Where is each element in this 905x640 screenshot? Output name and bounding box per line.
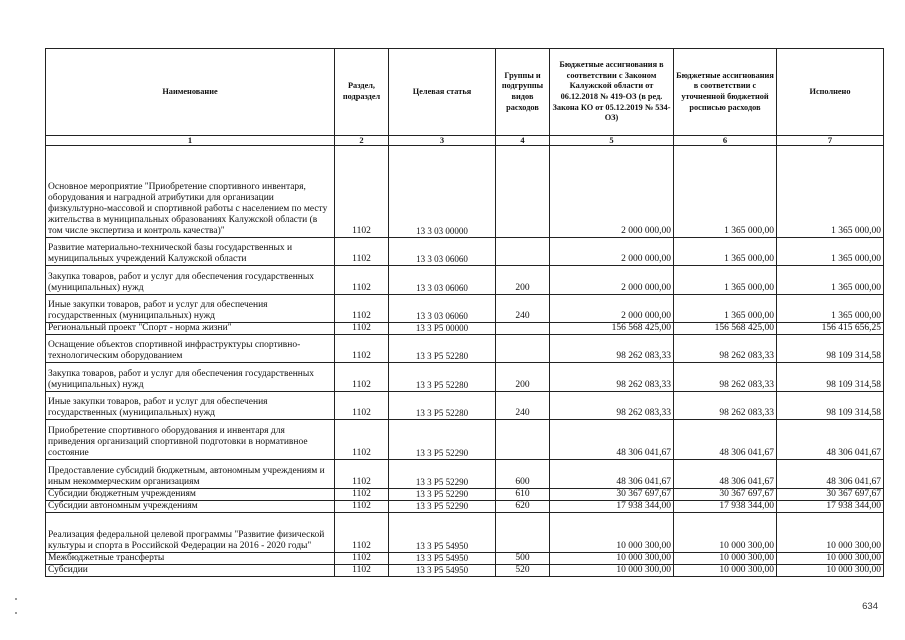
column-number: 1 (46, 136, 335, 146)
row-budget-refined: 10 000 300,00 (674, 565, 777, 577)
table-row (46, 238, 884, 266)
row-budget-refined: 1 365 000,00 (674, 295, 777, 323)
row-name: Приобретение спортивного оборудования и инвентаря для приведения организаций спортивной подготовки в нормативное состояние (46, 420, 335, 460)
row-name: Закупка товаров, работ и услуг для обеспечения государственных (муниципальных) нужд (46, 266, 335, 295)
row-budget-refined: 1 365 000,00 (674, 238, 777, 266)
row-target: 13 3 03 06060 (389, 266, 496, 295)
header-executed: Исполнено (777, 49, 884, 136)
row-executed: 98 109 314,58 (777, 392, 884, 420)
column-number: 6 (674, 136, 777, 146)
header-row (46, 49, 884, 136)
row-section: 1102 (335, 460, 389, 489)
table-row (46, 553, 884, 565)
row-group: 200 (496, 363, 550, 392)
row-budget-law: 2 000 000,00 (550, 238, 674, 266)
row-executed: 10 000 300,00 (777, 565, 884, 577)
table-row (46, 335, 884, 363)
row-executed: 10 000 300,00 (777, 513, 884, 553)
row-budget-law: 98 262 083,33 (550, 363, 674, 392)
row-target: 13 3 P5 52290 (389, 489, 496, 501)
header-budget-refined: Бюджетные ассигнования в соответствии с уточненной бюджетной росписью расходов (674, 49, 777, 136)
row-section: 1102 (335, 295, 389, 323)
row-target: 13 3 P5 54950 (389, 513, 496, 553)
row-group: 620 (496, 501, 550, 513)
row-target: 13 3 P5 54950 (389, 553, 496, 565)
column-number: 3 (389, 136, 496, 146)
row-budget-refined: 98 262 083,33 (674, 392, 777, 420)
header-target: Целевая статья (389, 49, 496, 136)
row-group (496, 238, 550, 266)
row-target: 13 3 P5 52290 (389, 501, 496, 513)
row-target: 13 3 P5 00000 (389, 323, 496, 335)
row-name: Иные закупки товаров, работ и услуг для обеспечения государственных (муниципальных) нужд (46, 392, 335, 420)
row-target: 13 3 03 00000 (389, 146, 496, 238)
table-row (46, 513, 884, 553)
row-section: 1102 (335, 501, 389, 513)
row-target: 13 3 P5 52290 (389, 420, 496, 460)
table-row (46, 266, 884, 295)
row-executed: 17 938 344,00 (777, 501, 884, 513)
row-budget-law: 156 568 425,00 (550, 323, 674, 335)
row-budget-law: 10 000 300,00 (550, 565, 674, 577)
row-section: 1102 (335, 565, 389, 577)
row-budget-refined: 48 306 041,67 (674, 420, 777, 460)
row-budget-refined: 30 367 697,67 (674, 489, 777, 501)
row-section: 1102 (335, 146, 389, 238)
row-budget-refined: 98 262 083,33 (674, 335, 777, 363)
table-row (46, 501, 884, 513)
row-group (496, 513, 550, 553)
row-target: 13 3 03 06060 (389, 238, 496, 266)
row-name: Предоставление субсидий бюджетным, автономным учреждениям и иным некоммерческим организациям (46, 460, 335, 489)
row-section: 1102 (335, 553, 389, 565)
header-name: Наименование (46, 49, 335, 136)
row-group: 610 (496, 489, 550, 501)
row-budget-law: 10 000 300,00 (550, 513, 674, 553)
row-executed: 98 109 314,58 (777, 363, 884, 392)
page-number: 634 (862, 601, 878, 612)
row-budget-refined: 1 365 000,00 (674, 146, 777, 238)
row-section: 1102 (335, 420, 389, 460)
row-section: 1102 (335, 266, 389, 295)
row-target: 13 3 03 06060 (389, 295, 496, 323)
row-section: 1102 (335, 238, 389, 266)
row-target: 13 3 P5 54950 (389, 565, 496, 577)
row-name: Субсидии бюджетным учреждениям (46, 489, 335, 501)
row-target: 13 3 P5 52290 (389, 460, 496, 489)
header-budget-law: Бюджетные ассигнования в соответствии с Законом Калужской области от 06.12.2018 № 419-ОЗ (в ред. Закона КО от 05.12.2019 № 534-ОЗ) (550, 49, 674, 136)
row-budget-law: 2 000 000,00 (550, 266, 674, 295)
row-section: 1102 (335, 392, 389, 420)
row-executed: 98 109 314,58 (777, 335, 884, 363)
row-executed: 30 367 697,67 (777, 489, 884, 501)
margin-mark (15, 612, 17, 614)
header-section: Раздел, подраздел (335, 49, 389, 136)
table-row (46, 323, 884, 335)
row-name: Основное мероприятие "Приобретение спортивного инвентаря, оборудования и наградной атрибутики для организации физкультурно-массовой и спортивной работы с населением по месту жительства в муниципальных образованиях Калужской области (в том числе экспертиза и контроль качества)" (46, 146, 335, 238)
row-group: 500 (496, 553, 550, 565)
row-target: 13 3 P5 52280 (389, 392, 496, 420)
row-executed: 1 365 000,00 (777, 295, 884, 323)
row-name: Развитие материально-технической базы государственных и муниципальных учреждений Калужской области (46, 238, 335, 266)
row-section: 1102 (335, 323, 389, 335)
row-target: 13 3 P5 52280 (389, 335, 496, 363)
row-section: 1102 (335, 513, 389, 553)
row-budget-law: 2 000 000,00 (550, 295, 674, 323)
row-group: 240 (496, 295, 550, 323)
row-section: 1102 (335, 489, 389, 501)
row-budget-law: 2 000 000,00 (550, 146, 674, 238)
row-budget-refined: 98 262 083,33 (674, 363, 777, 392)
row-group (496, 146, 550, 238)
row-name: Региональный проект "Спорт - норма жизни" (46, 323, 335, 335)
row-target: 13 3 P5 52280 (389, 363, 496, 392)
margin-mark (15, 598, 17, 600)
table-row (46, 460, 884, 489)
column-number: 7 (777, 136, 884, 146)
row-budget-refined: 156 568 425,00 (674, 323, 777, 335)
row-budget-law: 48 306 041,67 (550, 460, 674, 489)
column-number: 2 (335, 136, 389, 146)
row-name: Закупка товаров, работ и услуг для обеспечения государственных (муниципальных) нужд (46, 363, 335, 392)
row-section: 1102 (335, 363, 389, 392)
row-budget-law: 30 367 697,67 (550, 489, 674, 501)
row-executed: 1 365 000,00 (777, 266, 884, 295)
row-name: Межбюджетные трансферты (46, 553, 335, 565)
row-budget-refined: 48 306 041,67 (674, 460, 777, 489)
table-row (46, 295, 884, 323)
row-executed: 48 306 041,67 (777, 420, 884, 460)
row-group: 520 (496, 565, 550, 577)
row-name: Субсидии автономным учреждениям (46, 501, 335, 513)
row-section: 1102 (335, 335, 389, 363)
row-budget-law: 98 262 083,33 (550, 392, 674, 420)
row-executed: 10 000 300,00 (777, 553, 884, 565)
row-name: Субсидии (46, 565, 335, 577)
row-executed: 48 306 041,67 (777, 460, 884, 489)
row-budget-refined: 1 365 000,00 (674, 266, 777, 295)
column-number: 4 (496, 136, 550, 146)
row-group: 240 (496, 392, 550, 420)
row-group: 200 (496, 266, 550, 295)
table-row (46, 146, 884, 238)
table-body (46, 146, 884, 577)
row-group (496, 323, 550, 335)
row-name: Реализация федеральной целевой программы "Развитие физической культуры и спорта в Российской Федерации на 2016 - 2020 годы" (46, 513, 335, 553)
row-group: 600 (496, 460, 550, 489)
table-row (46, 489, 884, 501)
header-group: Группы и подгруппы видов расходов (496, 49, 550, 136)
row-budget-refined: 10 000 300,00 (674, 553, 777, 565)
row-budget-law: 10 000 300,00 (550, 553, 674, 565)
row-executed: 1 365 000,00 (777, 146, 884, 238)
row-executed: 156 415 656,25 (777, 323, 884, 335)
table-row (46, 565, 884, 577)
budget-table (45, 48, 884, 577)
row-budget-refined: 17 938 344,00 (674, 501, 777, 513)
row-name: Оснащение объектов спортивной инфраструктуры спортивно-технологическим оборудованием (46, 335, 335, 363)
row-name: Иные закупки товаров, работ и услуг для обеспечения государственных (муниципальных) нужд (46, 295, 335, 323)
row-budget-law: 98 262 083,33 (550, 335, 674, 363)
column-number: 5 (550, 136, 674, 146)
row-executed: 1 365 000,00 (777, 238, 884, 266)
row-budget-refined: 10 000 300,00 (674, 513, 777, 553)
table-row (46, 392, 884, 420)
row-group (496, 420, 550, 460)
row-budget-law: 48 306 041,67 (550, 420, 674, 460)
row-group (496, 335, 550, 363)
table-row (46, 363, 884, 392)
row-budget-law: 17 938 344,00 (550, 501, 674, 513)
table-row (46, 420, 884, 460)
column-number-row (46, 136, 884, 146)
